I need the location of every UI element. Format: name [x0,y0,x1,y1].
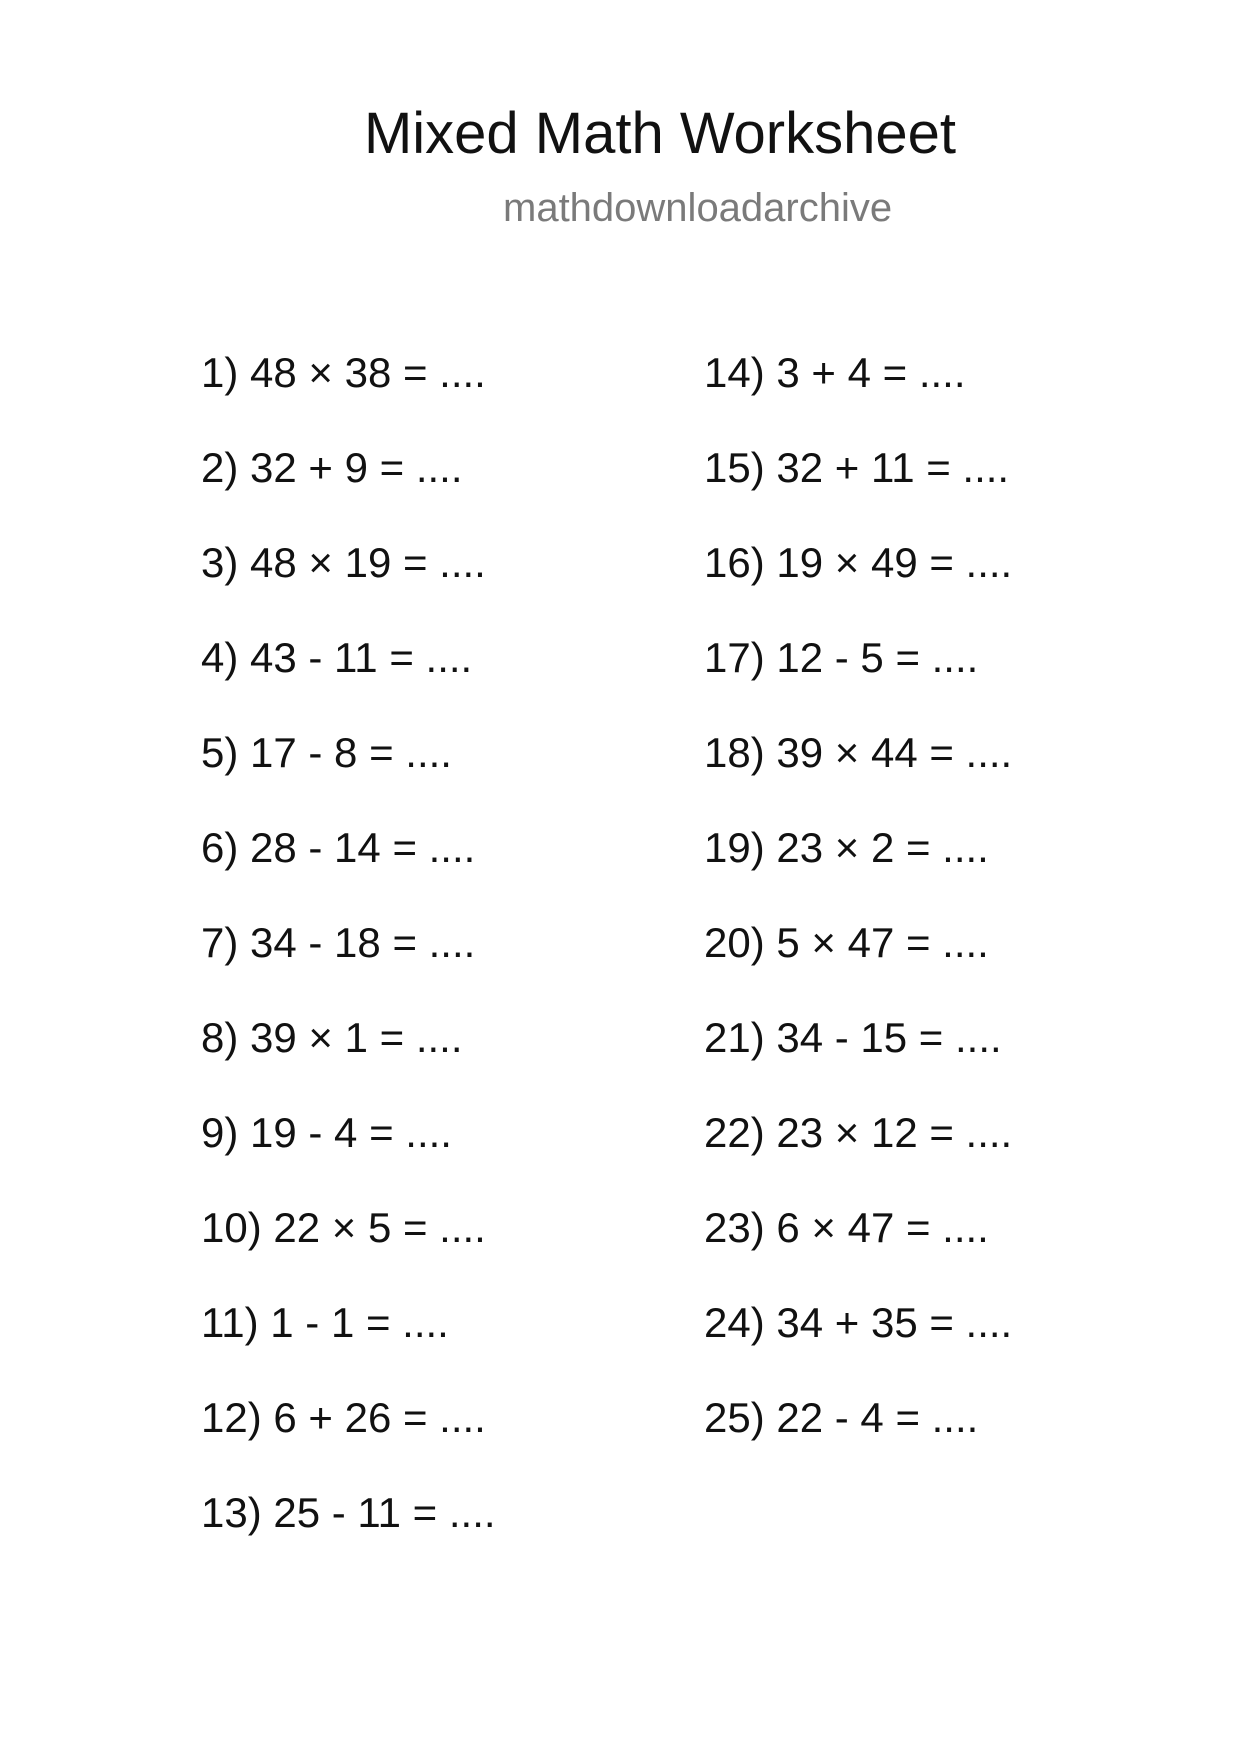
problem-item: 7) 34 - 18 = .... [201,919,476,966]
problem-item: 6) 28 - 14 = .... [201,824,476,871]
problem-item: 21) 34 - 15 = .... [704,1014,1002,1061]
problem-item: 2) 32 + 9 = .... [201,444,463,491]
problem-item: 12) 6 + 26 = .... [201,1394,486,1441]
problem-item: 16) 19 × 49 = .... [704,539,1013,586]
problem-item: 9) 19 - 4 = .... [201,1109,452,1156]
problem-item: 15) 32 + 11 = .... [704,444,1010,491]
problem-item: 22) 23 × 12 = .... [704,1109,1013,1156]
problem-item: 25) 22 - 4 = .... [704,1394,979,1441]
problem-item: 18) 39 × 44 = .... [704,729,1013,776]
problem-item: 8) 39 × 1 = .... [201,1014,463,1061]
problem-item: 3) 48 × 19 = .... [201,539,486,586]
problem-item: 24) 34 + 35 = .... [704,1299,1013,1346]
page-title: Mixed Math Worksheet [363,101,957,166]
problem-item: 4) 43 - 11 = .... [201,634,473,681]
problem-item: 13) 25 - 11 = .... [201,1489,496,1536]
problem-item: 5) 17 - 8 = .... [201,729,452,776]
problem-item: 11) 1 - 1 = .... [201,1299,449,1346]
problem-item: 20) 5 × 47 = .... [704,919,989,966]
page-subtitle: mathdownloadarchive [503,186,893,230]
problem-column-right [704,348,1012,1488]
problem-column-left [201,348,496,1583]
problem-item: 14) 3 + 4 = .... [704,349,966,396]
problem-item: 10) 22 × 5 = .... [201,1204,486,1251]
problem-item: 19) 23 × 2 = .... [704,824,989,871]
problem-item: 17) 12 - 5 = .... [704,634,979,681]
problem-item: 23) 6 × 47 = .... [704,1204,989,1251]
problem-item: 1) 48 × 38 = .... [201,349,486,396]
